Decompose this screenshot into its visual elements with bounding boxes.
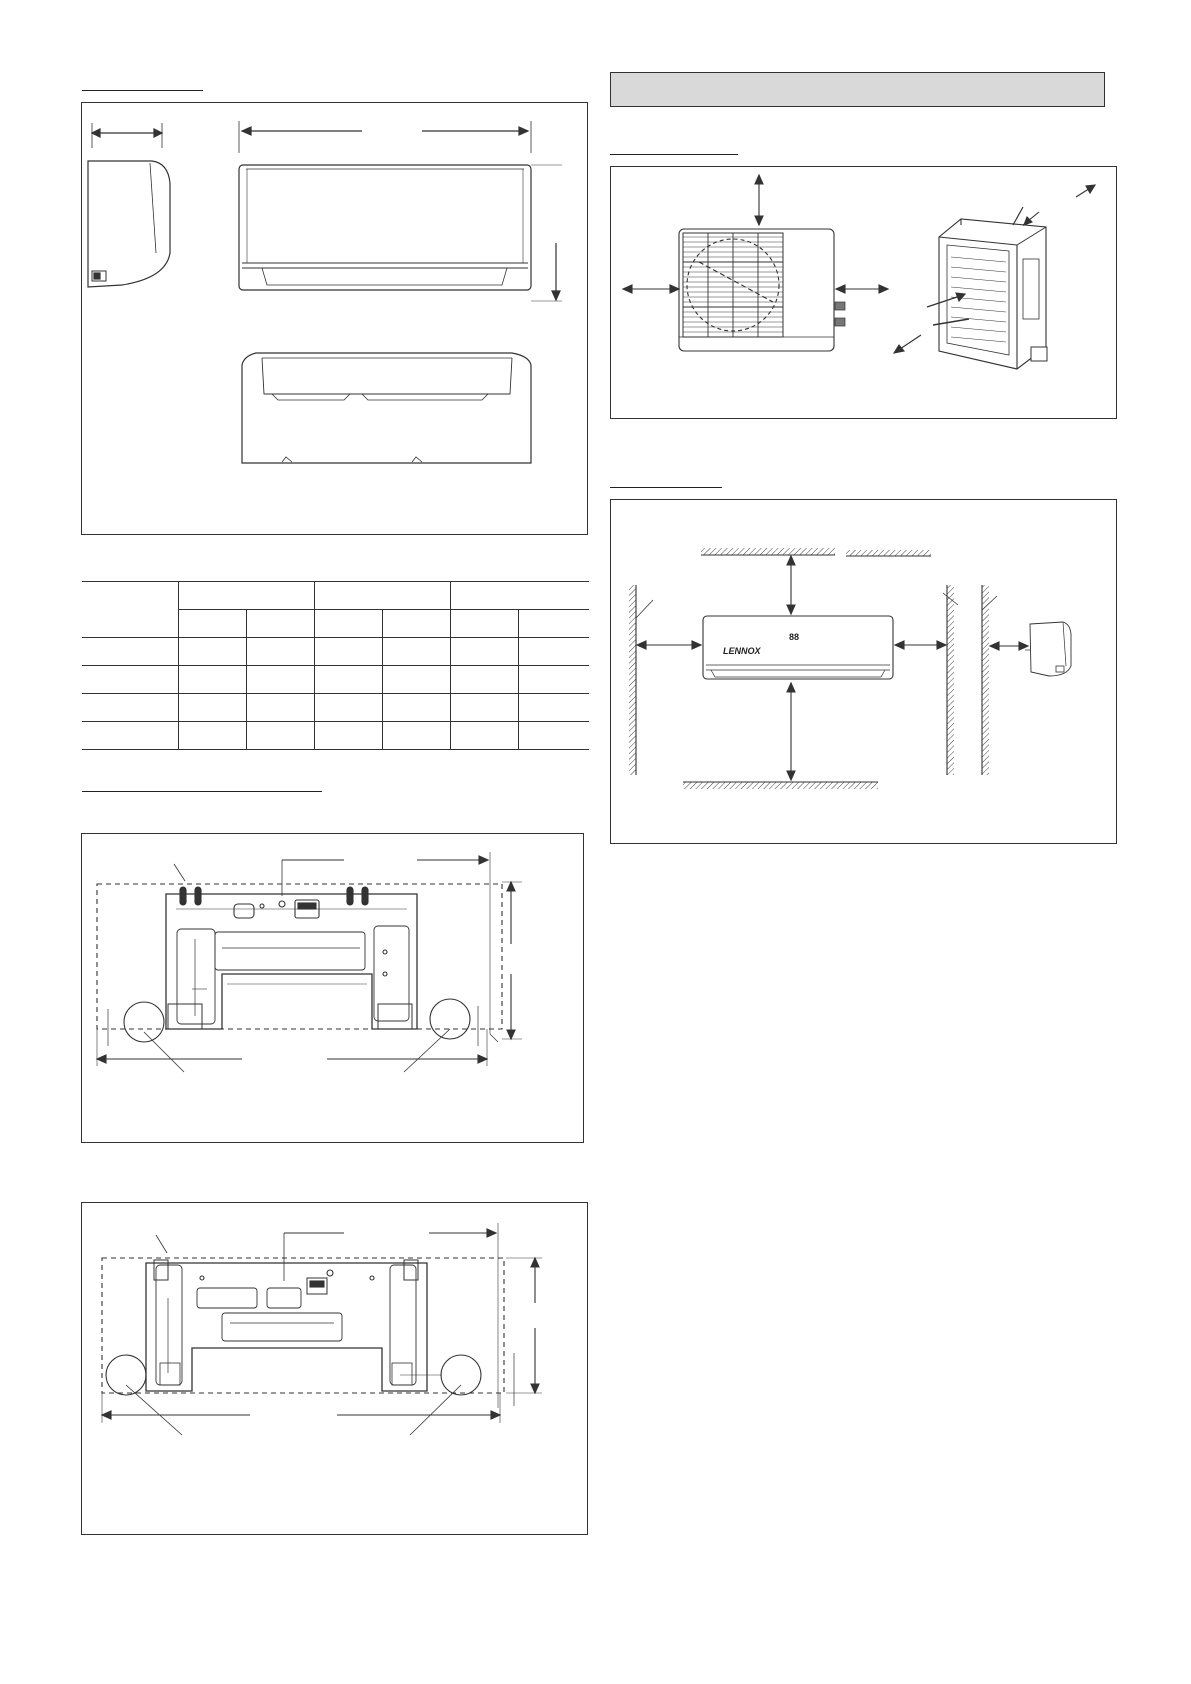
table-row [82,666,589,694]
table-row [82,722,589,750]
table-row [82,694,589,722]
table-subheader [178,610,246,638]
dimension-spec-table [82,581,589,750]
table-subheader [450,610,518,638]
outdoor-unit-clearance-drawing [611,167,1118,420]
ceiling-hatch [701,548,835,555]
mounting-plate-outline [146,1263,427,1391]
left-wall-hatch [629,585,636,775]
outdoor-unit-3d-view [939,219,1046,369]
section-heading-outdoor-unit [610,154,738,155]
indoor-unit-side-view [88,161,170,287]
indoor-unit-front-view [239,165,531,290]
table-subheader [246,610,314,638]
pipe-hole-left [124,1002,164,1042]
table-header-model [82,582,178,638]
indoor-unit-clearance-drawing [611,500,1118,845]
display-digits: 88 [789,632,800,642]
unit-outline-dashed [102,1258,504,1393]
outdoor-unit-clearance-figure [610,166,1117,419]
table-header-group-2 [314,582,450,610]
pipe-hole-right [430,999,470,1039]
indoor-unit-dimension-drawing [82,103,589,536]
indoor-unit-dimension-figure [81,102,588,535]
section-heading-indoor-clearance [610,487,722,488]
section-heading-indoor-dimensions [82,90,203,91]
mounting-plate-drawing-2 [82,1203,589,1536]
mounting-plate-figure-2 [81,1202,588,1535]
table-subheader [518,610,589,638]
pipe-hole-left [106,1355,146,1395]
table-header-group-3 [450,582,589,610]
mounting-plate-outline [166,894,417,1029]
mounting-plate-figure-1 [81,833,584,1143]
brand-logo: LENNOX [723,646,761,656]
pipe-hole-right [441,1355,481,1395]
section-heading-mounting-plate [82,791,322,792]
floor-hatch [683,782,878,789]
table-row [82,638,589,666]
table-subheader [314,610,382,638]
table-subheader [382,610,450,638]
section-banner [610,72,1105,107]
mounting-plate-drawing-1 [82,834,585,1144]
outdoor-unit-front-view [679,229,834,351]
indoor-unit-clearance-figure [610,499,1117,844]
indoor-unit-bottom-view [242,353,531,463]
table-header-group-1 [178,582,314,610]
